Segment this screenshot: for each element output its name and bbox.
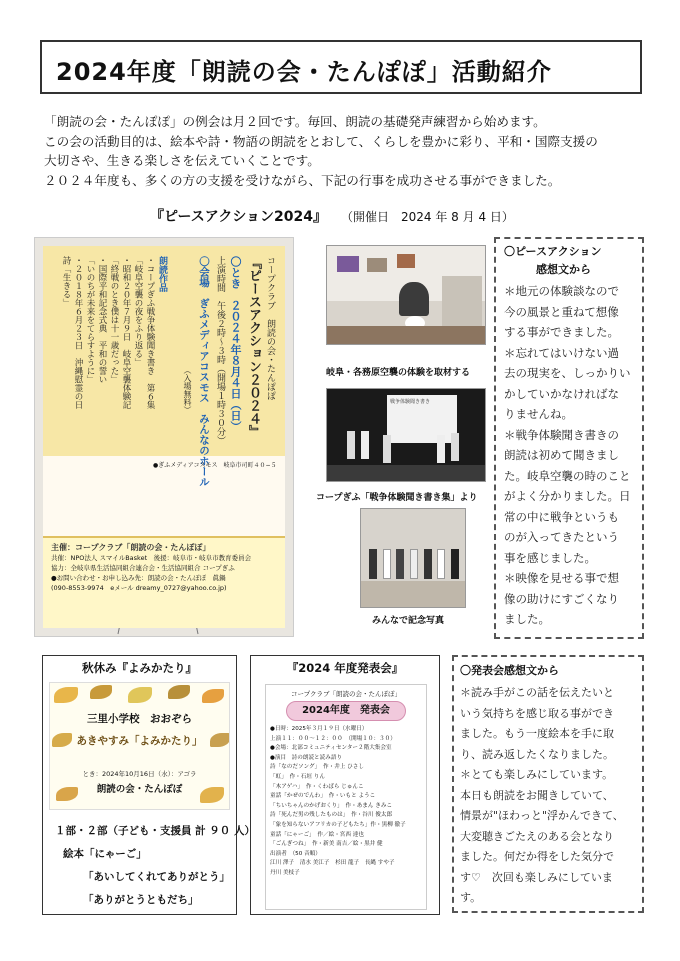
intro-line: この会の活動目的は、絵本や詩・物語の朗読をとおして、くらしを豊かに彩り、平和・国際支援の: [44, 133, 598, 149]
review-line: 大変聴きごたえのある会となり: [460, 829, 614, 843]
autumn-book: 「あいしてくれてありがとう」: [83, 871, 230, 883]
recital-flyer: [265, 684, 427, 910]
poster-line: 〇会場 ぎふメディアコスモス みんなのホール: [198, 256, 210, 487]
flyer-line: 丹川 美枝子: [270, 869, 300, 876]
autumn-flyer: [49, 682, 230, 810]
review-line: 今の風景と重ねて想像: [504, 304, 619, 319]
group-photo: [360, 508, 466, 608]
interview-photo: [326, 245, 486, 345]
review-line: 常の中に戦争というも: [504, 509, 619, 524]
flyer-line: ●演目 詩の朗読と読み語り: [270, 754, 343, 761]
flyer-line: 「ちいちゃんのかげおくり」 作・あまん きみこ: [270, 802, 393, 809]
peace-review-text: [504, 281, 644, 630]
poster-line: 〇とき ２０２４年８月４日（日）: [229, 256, 242, 432]
review-line: ました。もう一度絵本を手に取: [460, 727, 614, 740]
flyer-line: ●会場：北部コミュニティセンター２階大集会室: [270, 745, 392, 752]
review-line: 本日も朗読をお聞きしていて、: [460, 788, 614, 802]
recital-review-text: [460, 683, 642, 909]
screen-text: 戦争体験聞き書き: [390, 399, 431, 405]
flyer-line: 「虹」 作・石垣 りん: [270, 773, 325, 780]
poster-line: コープクラブ 朗読の会・たんぽぽ: [265, 256, 275, 400]
poster-line: ・２０１８年６月２３日 沖縄慰霊の日: [73, 256, 83, 409]
review-line: ＊戦争体験聞き書きの: [504, 427, 619, 442]
review-line: す。: [460, 891, 482, 904]
review-line: 朗読は初めて聞きまし: [504, 448, 619, 462]
review-line: す♡ 次回も楽しみにしていま: [460, 870, 613, 884]
projection-screen: [387, 395, 457, 443]
review-line: のが入ってきたという: [504, 530, 619, 544]
recital-review-heading: 〇発表会感想文から: [460, 664, 559, 677]
peace-review-subheading: 感想文から: [536, 263, 591, 276]
review-line: する事ができました。: [504, 325, 619, 339]
flyer-line: 「ごんぎつね」 作・新美 南吉／絵・黒井 健: [270, 841, 383, 848]
flyer-line: 上演１１：００〜１２：００ （開場１０：３０）: [270, 735, 396, 742]
intro-line: ２０２４年度も、多くの方の支援を受けながら、下記の行事を成功させる事ができました。: [44, 172, 561, 188]
review-line: り、読み返したくなりました。: [460, 747, 614, 761]
intro-line: 「朗読の会・たんぽぽ」の例会は月２回です。毎回、朗読の基礎発声練習から始めます。: [44, 114, 546, 129]
peace-review-box: [494, 237, 644, 639]
flyer-line: 童話「かぜのでんわ」 作・いもと ようこ: [270, 793, 376, 800]
flyer-line: 童話「にゃーご」 作／絵・宮西 達也: [270, 831, 364, 838]
flyer-line: 江川 澤子 清水 美江子 杉田 龍子 長縄 すや子: [270, 860, 395, 867]
review-line: りませんね。: [504, 407, 573, 421]
peace-review-heading: 〇ピースアクション: [504, 245, 602, 258]
autumn-count: １部・２部（子ども・支援員 計 ９０ 人）: [55, 825, 255, 837]
review-line: ＊地元の体験談なので: [504, 284, 619, 298]
review-line: いう気持ちを感じ取る事ができ: [460, 706, 614, 720]
flyer-line: 出演者 （50 音順）: [270, 850, 321, 857]
peace-action-date: （開催日 2024 年 8 月 4 日）: [347, 210, 514, 224]
review-line: ました。: [504, 612, 550, 626]
recital-flyer-top: コープクラブ「朗読の会・たんぽぽ」: [291, 690, 401, 698]
title-box: [40, 40, 642, 94]
poster-line: 「終戦のとき僕は十一歳だった」: [109, 256, 119, 384]
recital-flyer-title: 2024年度 発表会: [286, 701, 406, 721]
peace-action-heading: [150, 206, 514, 226]
poster-line: （入場無料）: [183, 366, 192, 414]
flyer-line: ●日時：2025年３月１９日（水曜日）: [270, 726, 368, 732]
poster-line: 朗読作品: [157, 256, 167, 292]
review-line: 事を感じました。: [504, 550, 596, 565]
review-line: ＊映像を見せる事で想: [504, 571, 619, 585]
poster-line: 「岐阜空襲の夜をふり返る」: [133, 256, 143, 367]
poster-host: 主催：コープクラブ「朗読の会・たんぽぽ」: [51, 543, 211, 552]
poster-line: 詩「生きる」: [61, 256, 71, 307]
review-line: ました。何だか得をした気分で: [460, 850, 614, 863]
autumn-school: 三里小学校 おおぞら: [87, 713, 192, 725]
poster-cohost: 共催：NPO法人 スマイルBasket 後援：岐阜市・岐阜市教育委員会: [51, 554, 252, 562]
intro-line: 大切さや、生きる楽しさを伝えていくことです。: [44, 153, 320, 168]
autumn-heading: 秋休み『よみかたり』: [82, 661, 197, 675]
flyer-line: 詩「なのだソング」 作・井上 ひさし: [270, 764, 364, 771]
review-line: ＊読み手がこの話を伝えたいと: [460, 686, 614, 699]
poster-line: 『ピースアクション２０２４』: [246, 256, 261, 438]
poster-support: 協力：全岐阜県生活協同組合連合会・生活協同組合 コープぎふ: [51, 564, 235, 572]
page-title: 2024年度「朗読の会・たんぽぽ」活動紹介: [56, 58, 552, 86]
poster-venue-note: ●ぎふメディアコスモス 岐阜市司町４０−５: [153, 462, 277, 469]
poster-line: 上演時間 午後２時〜３時（開場１時３０分）: [215, 256, 225, 445]
recital-review-box: [452, 655, 644, 913]
review-line: た。岐阜空襲の時のこと: [504, 468, 631, 483]
flyer-line: 詩「死んだ男の残したものは」 作・谷川 俊太郎: [270, 812, 393, 819]
poster-line: ・国際平和記念式典 平和の誓い: [97, 256, 107, 384]
autumn-event: あきやすみ「よみかたり」: [76, 735, 203, 747]
poster-contact: ●お問い合わせ・お申し込み先：朗読の会・たんぽぽ 眞鍋: [51, 574, 226, 582]
stage-photo: [326, 388, 486, 482]
review-line: ＊忘れてはいけない過: [504, 345, 619, 360]
review-line: 情景が"ほわっと"浮かんできて、: [460, 809, 624, 822]
recital-heading: 『2024 年度発表会』: [286, 661, 404, 675]
photo-caption: コープぎふ「戦争体験聞き書き集」より: [316, 493, 478, 503]
review-line: 像の助けにすごくなり: [504, 591, 619, 606]
review-line: かしていかなければな: [504, 386, 619, 401]
autumn-org: 朗読の会・たんぽぽ: [96, 784, 183, 795]
poster-footer: [43, 536, 285, 628]
intro-text: [44, 112, 664, 190]
poster-phone: (090-8553-9974 eメール dreamy_0727@yahoo.co.jp): [51, 584, 227, 592]
photo-caption: 岐阜・各務原空襲の体験を取材する: [326, 368, 471, 378]
peace-action-poster: [34, 237, 294, 637]
poster-line: ・昭和２０年７月９日 岐阜空襲体験記: [121, 256, 131, 409]
poster-line: 「いのちが未来をてらすように」: [85, 256, 95, 384]
photo-caption: みんなで記念写真: [372, 616, 445, 626]
autumn-when: とき：2024年10月16日（水）：アゴラ: [82, 770, 197, 778]
peace-action-title: 『ピースアクション2024』: [150, 209, 328, 225]
recital-flyer-lines: [266, 725, 426, 879]
recital-box: [250, 655, 440, 915]
review-line: 去の現実を、しっかりい: [504, 366, 631, 380]
review-line: がよく分かりました。日: [504, 489, 631, 503]
autumn-book: 「ありがとうともだち」: [83, 894, 199, 906]
flyer-line: 「木アゲハ」 作・くわばら じゅんこ: [270, 783, 364, 790]
autumn-reading-box: [42, 655, 255, 915]
flyer-line: 「象を知らないアフリカの子どもたち」作・黒柳 徹子: [270, 821, 406, 828]
review-line: ＊とても楽しみにしています。: [460, 768, 614, 781]
poster-line: ・コープぎふ戦争体験聞き書き 第６集: [145, 256, 155, 409]
autumn-book: 絵本「にゃーご」: [63, 848, 147, 860]
